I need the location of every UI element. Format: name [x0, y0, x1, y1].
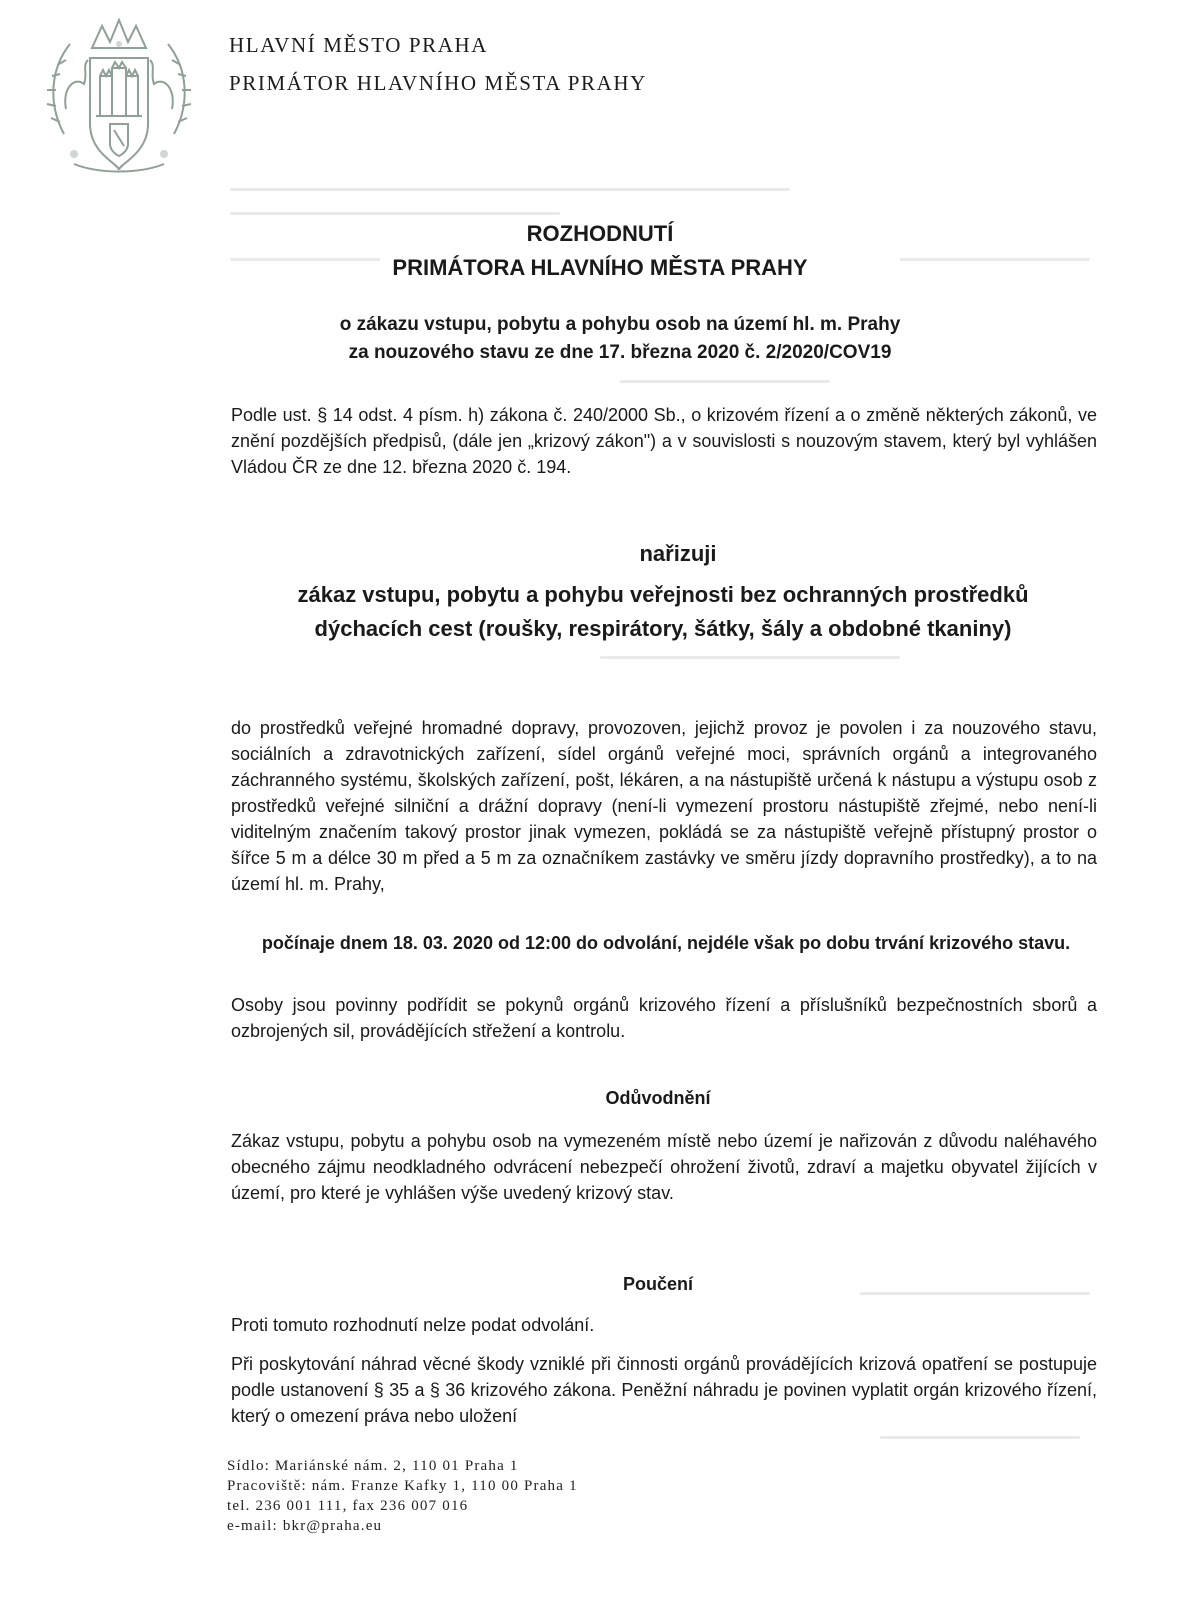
footer-email: e-mail: bkr@praha.eu [227, 1518, 383, 1534]
prague-coat-of-arms-icon [44, 14, 194, 182]
legal-basis-paragraph: Podle ust. § 14 odst. 4 písm. h) zákona č. 240/2000 Sb., o krizovém řízení a o změně některých zákonů, ve znění pozdějších předpisů, (dále jen „krizový zákon") a v souvislosti s nouzovým stavem, který byl vyhlášen Vládou ČR ze dne 12. března 2020 č. 194. [231, 405, 1097, 477]
damages-paragraph: Při poskytování náhrad věcné škody vzniklé při činnosti orgánů provádějících krizová opatření se postupuje podle ustanovení § 35 a § 36 krizového zákona. Peněžní náhradu je povinen vyplatit orgán krizového řízení, který o omezení práva nebo uložení [231, 1354, 1097, 1426]
instruction-heading: Poučení [622, 1274, 693, 1294]
subject-line-1: o zákazu vstupu, pobytu a pohybu osob na území hl. m. Prahy [339, 314, 901, 335]
footer-phone: tel. 236 001 111, fax 236 007 016 [227, 1498, 469, 1514]
bleed-through-mark [620, 380, 830, 383]
scope-paragraph: do prostředků veřejné hromadné dopravy, provozoven, jejichž provoz je povolen i za nouzového stavu, sociálních a zdravotnických zařízení, sídel orgánů veřejné moci, správních orgánů a integrovaného záchranného systému, školských zařízení, pošt, lékáren, a na nástupiště určená k nástupu a výstupu osob z prostředků veřejné silniční a drážní dopravy (není-li vymezení prostoru nástupiště zřejmé, nebo není-li viditelným značením takový prostor jinak vymezen, pokládá se za nástupiště veřejně přístupný prostor o šířce 5 m a délce 30 m před a 5 m za označníkem zastávky ve směru jízdy dopravního prostředky), a to na území hl. m. Prahy, [231, 718, 1097, 894]
bleed-through-mark [880, 1436, 1080, 1439]
order-verb: nařizuji [639, 541, 717, 566]
subject-line-2: za nouzového stavu ze dne 17. března 2020 č. 2/2020/COV19 [348, 342, 892, 363]
footer-workplace: Pracoviště: nám. Franze Kafky 1, 110 00 Praha 1 [227, 1478, 578, 1494]
order-statement: zákaz vstupu, pobytu a pohybu veřejnosti bez ochranných prostředků dýchacích cest (roušky, respirátory, šátky, šály a obdobné tkaniny) [297, 582, 1029, 641]
letterhead-city: HLAVNÍ MĚSTO PRAHA [229, 33, 489, 57]
footer-address: Sídlo: Mariánské nám. 2, 110 01 Praha 1 [227, 1458, 519, 1474]
duty-paragraph: Osoby jsou povinny podřídit se pokynů orgánů krizového řízení a příslušníků bezpečnostních sborů a ozbrojených sil, provádějících střežení a kontrolu. [231, 995, 1097, 1041]
bleed-through-mark [230, 188, 790, 191]
bleed-through-mark [600, 656, 900, 659]
document-title: ROZHODNUTÍ [526, 221, 674, 246]
letterhead-mayor: PRIMÁTOR HLAVNÍHO MĚSTA PRAHY [229, 71, 647, 95]
no-appeal-paragraph: Proti tomuto rozhodnutí nelze podat odvolání. [231, 1315, 595, 1335]
document-issuer: PRIMÁTORA HLAVNÍHO MĚSTA PRAHY [392, 255, 808, 280]
bleed-through-mark [230, 212, 560, 215]
justification-heading: Odůvodnění [605, 1088, 711, 1108]
validity-statement: počínaje dnem 18. 03. 2020 od 12:00 do odvolání, nejdéle však po dobu trvání krizového stavu. [261, 933, 1071, 953]
footer-contact [227, 1456, 578, 1536]
justification-paragraph: Zákaz vstupu, pobytu a pohybu osob na vymezeném místě nebo území je nařizován z důvodu naléhavého obecného zájmu neodkladného odvrácení nebezpečí ohrožení životů, zdraví a majetku obyvatel žijících v území, pro které je vyhlášen výše uvedený krizový stav. [231, 1131, 1097, 1203]
